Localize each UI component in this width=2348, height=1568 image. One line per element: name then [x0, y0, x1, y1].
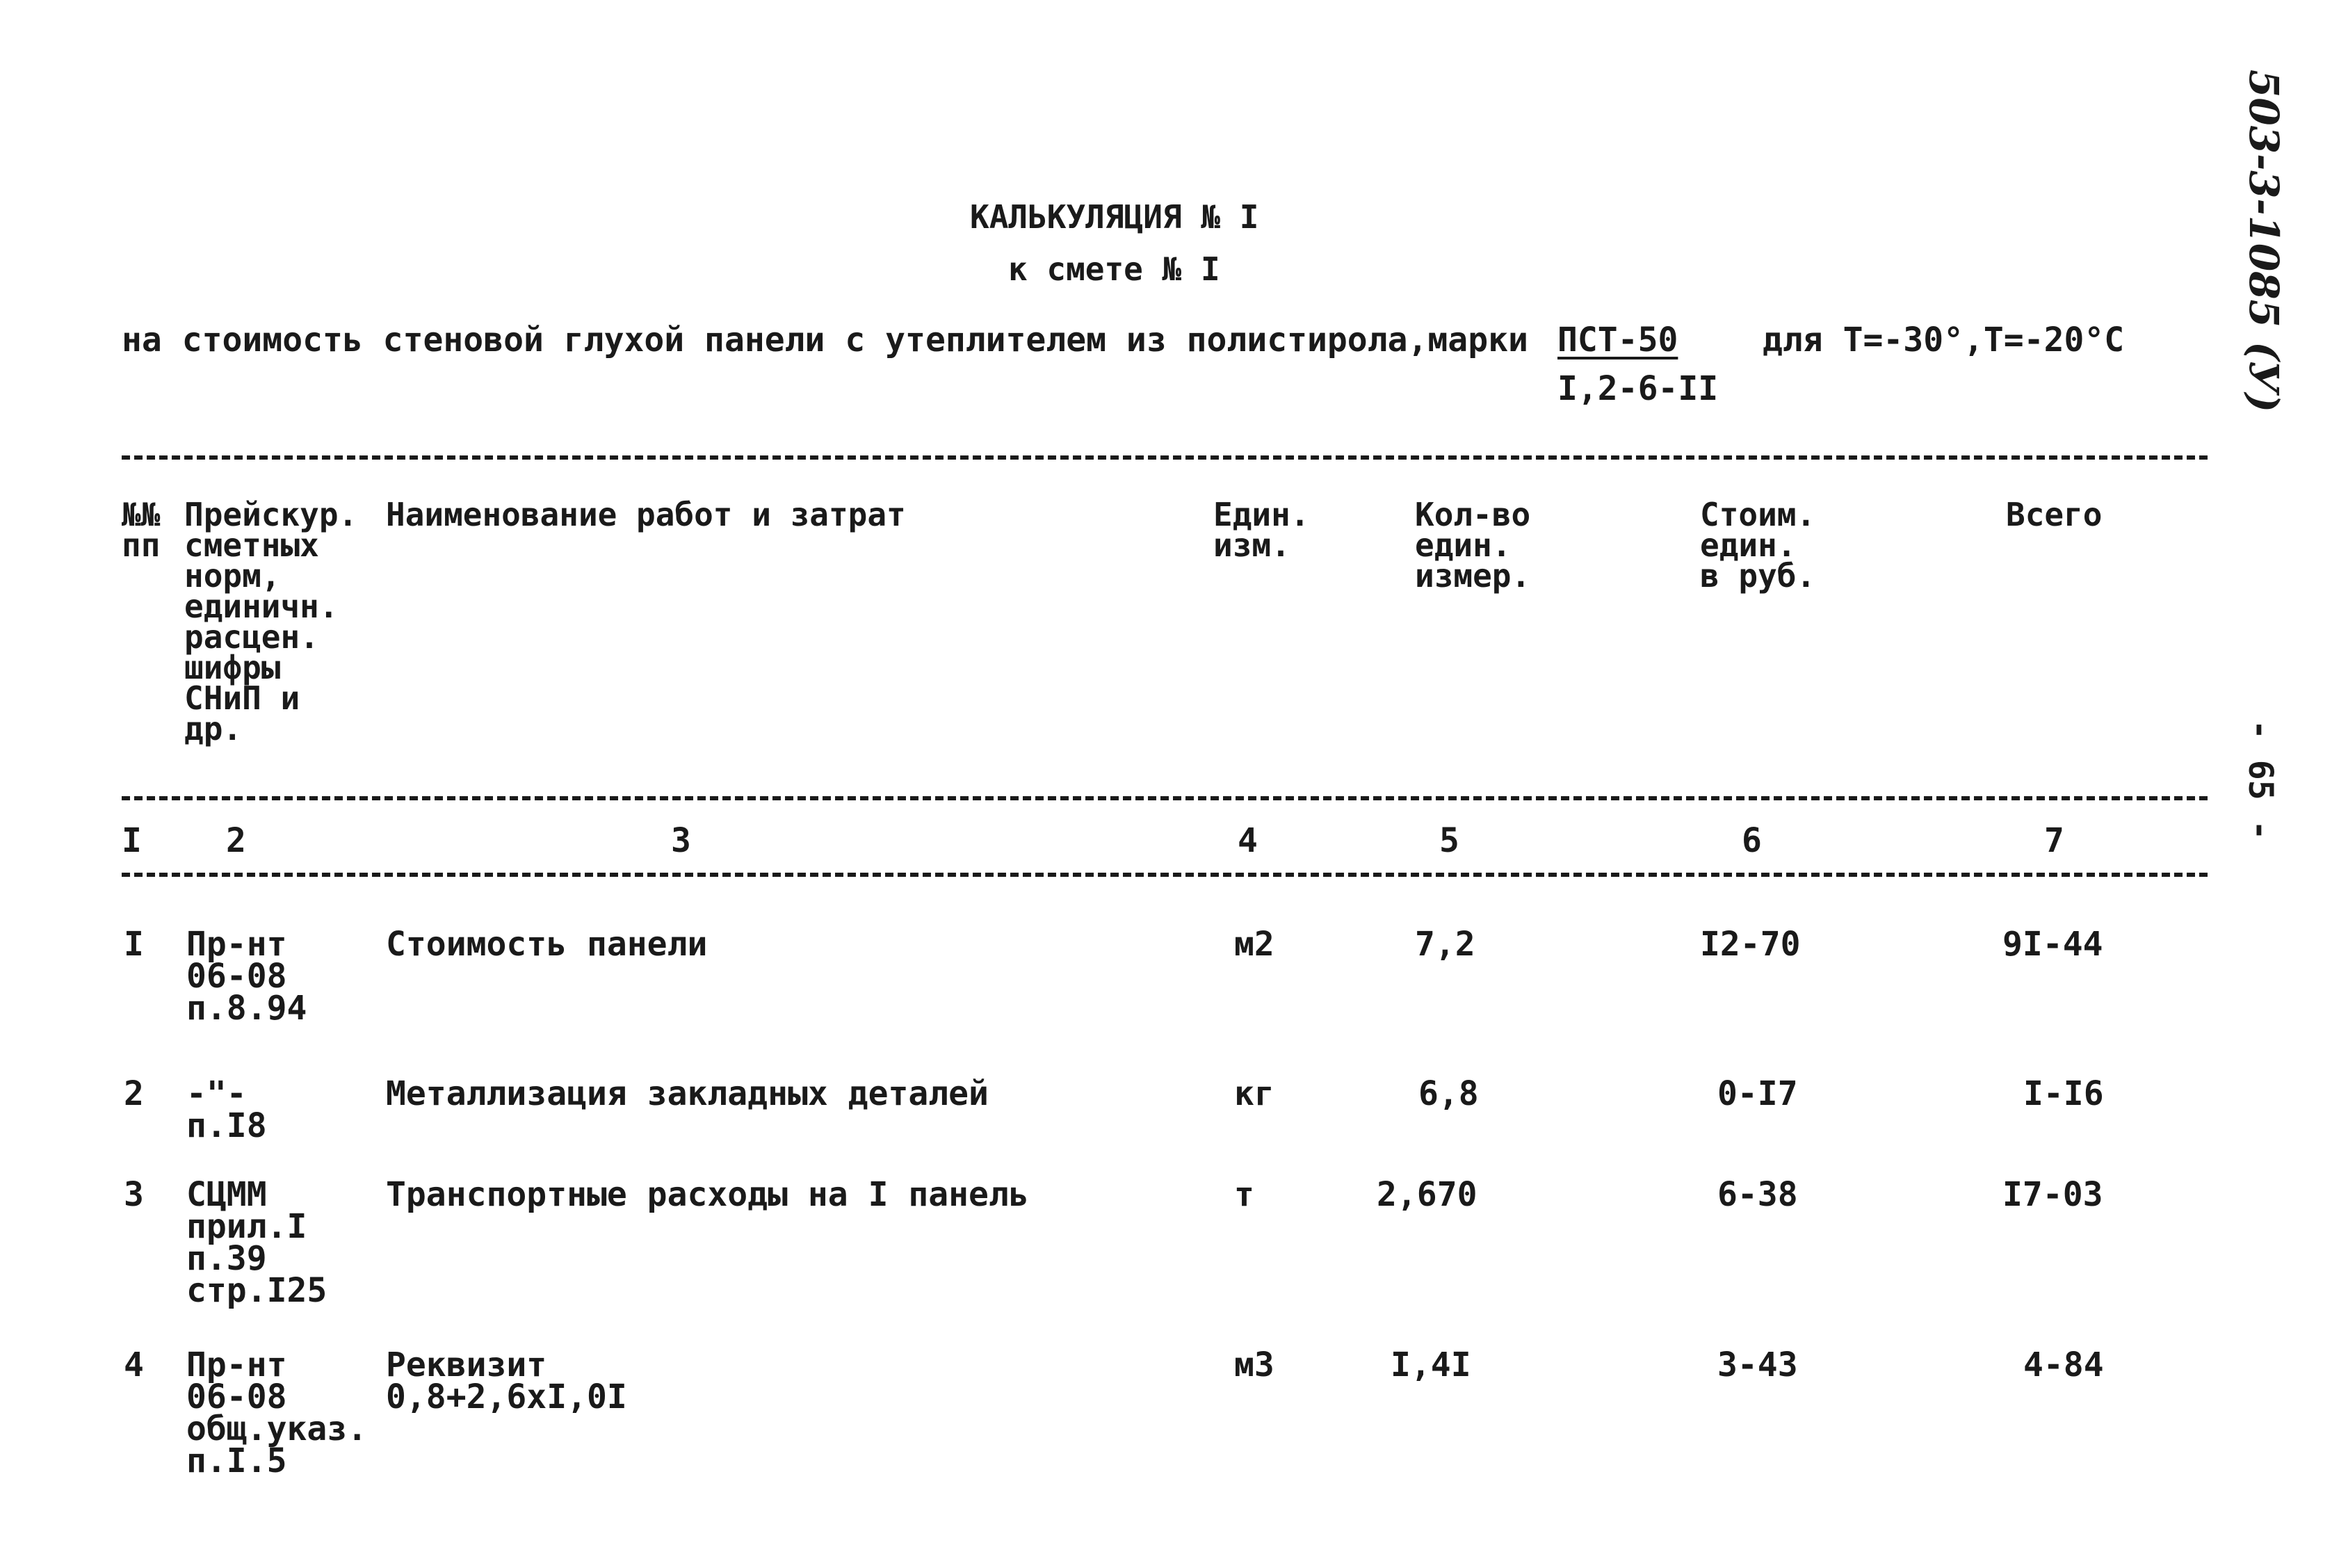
header-col-reference: Прейскур. сметных норм, единичн. расцен. шифры СНиП и др.	[184, 496, 358, 747]
row-2-total: I-I6	[2023, 1074, 2104, 1113]
row-1-quantity: 7,2	[1415, 925, 1475, 964]
header-col-unit: Един. изм.	[1213, 496, 1310, 564]
row-3-reference: СЦММ прил.I п.39 стр.I25	[186, 1175, 327, 1310]
column-number-6: 6	[1742, 821, 1762, 860]
row-3-unit: т	[1234, 1175, 1254, 1214]
column-number-4: 4	[1238, 821, 1258, 860]
panel-brand-code: ПСТ-50	[1557, 321, 1678, 359]
row-3-unit-cost: 6-38	[1717, 1175, 1798, 1214]
header-bottom-rule	[122, 796, 2208, 800]
row-2-quantity: 6,8	[1418, 1074, 1479, 1113]
row-2-reference: -"- п.I8	[186, 1074, 267, 1145]
header-col-name: Наименование работ и затрат	[386, 496, 906, 533]
column-number-1: I	[122, 821, 142, 860]
row-1-unit: м2	[1234, 925, 1274, 964]
row-4-number: 4	[124, 1345, 144, 1384]
row-3-number: 3	[124, 1175, 144, 1214]
row-2-name: Металлизация закладных деталей	[386, 1074, 989, 1113]
column-number-2: 2	[226, 821, 246, 860]
row-3-quantity: 2,670	[1377, 1175, 1477, 1214]
project-code-handwritten: 503-3-1085 (У)	[2240, 70, 2288, 413]
row-4-unit-cost: 3-43	[1717, 1345, 1798, 1384]
document-subtitle: к смете № I	[1008, 250, 1220, 288]
header-col-number: №№ пп	[122, 496, 161, 564]
document-description: на стоимость стеновой глухой панели с утеплителем из полистирола,марки	[122, 321, 1528, 359]
row-1-name: Стоимость панели	[386, 925, 708, 964]
temperature-conditions: для Т=-30°,Т=-20°С	[1763, 321, 2125, 359]
row-4-total: 4-84	[2023, 1345, 2104, 1384]
row-1-number: I	[124, 925, 144, 964]
row-4-name: Реквизит 0,8+2,6хI,0I	[386, 1345, 627, 1416]
row-2-number: 2	[124, 1074, 144, 1113]
row-1-unit-cost: I2-70	[1700, 925, 1801, 964]
row-2-unit: кг	[1234, 1074, 1274, 1113]
header-col-unit-cost: Стоим. един. в руб.	[1700, 496, 1816, 595]
row-1-total: 9I-44	[2002, 925, 2103, 964]
page-number: - 65 -	[2241, 720, 2280, 841]
row-4-quantity: I,4I	[1391, 1345, 1471, 1384]
column-number-3: 3	[671, 821, 691, 860]
column-numbers-bottom-rule	[122, 873, 2208, 877]
row-1-reference: Пр-нт 06-08 п.8.94	[186, 925, 307, 1028]
row-4-reference: Пр-нт 06-08 общ.указ. п.I.5	[186, 1345, 368, 1480]
row-4-unit: м3	[1234, 1345, 1274, 1384]
row-3-total: I7-03	[2002, 1175, 2103, 1214]
column-number-5: 5	[1439, 821, 1459, 860]
panel-brand-series: I,2-6-II	[1557, 369, 1719, 408]
row-2-unit-cost: 0-I7	[1717, 1074, 1798, 1113]
row-3-name: Транспортные расходы на I панель	[386, 1175, 1029, 1214]
header-col-quantity: Кол-во един. измер.	[1415, 496, 1531, 595]
column-number-7: 7	[2044, 821, 2064, 860]
table-top-rule	[122, 455, 2208, 460]
header-col-total: Всего	[2006, 496, 2103, 533]
document-title: КАЛЬКУЛЯЦИЯ № I	[970, 198, 1259, 236]
